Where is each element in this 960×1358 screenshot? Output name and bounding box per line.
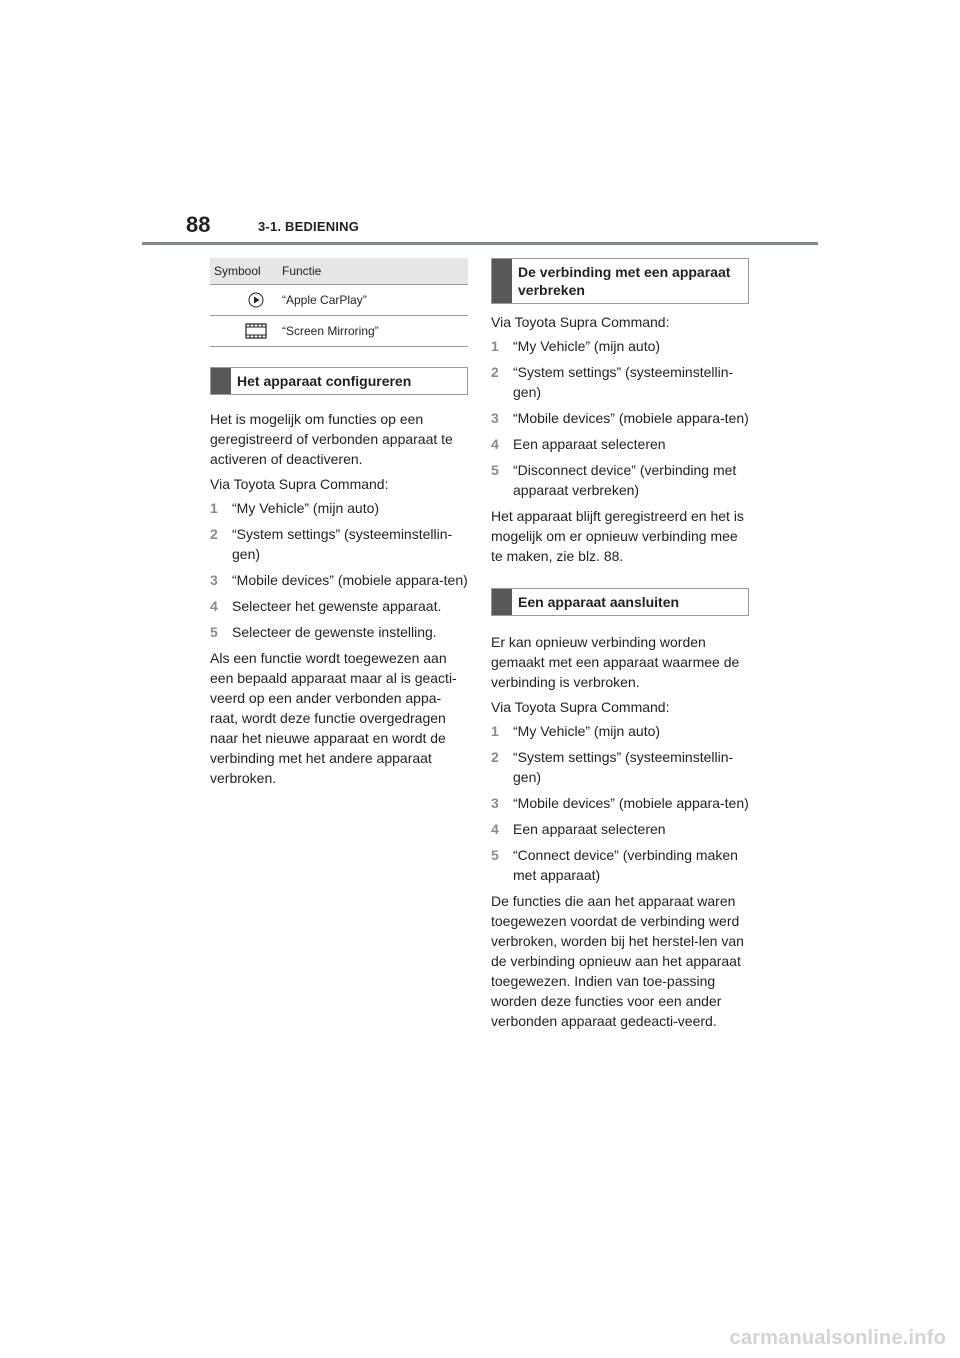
step-text: “My Vehicle” (mijn auto) (513, 723, 661, 739)
table-row (210, 316, 468, 347)
list-item (491, 793, 749, 813)
function-cell: “Screen Mirroring” (282, 316, 468, 347)
list-item (210, 622, 468, 642)
list-item (491, 434, 749, 454)
function-cell: “Apple CarPlay” (282, 285, 468, 316)
symbol-column-header: Symbool (210, 258, 282, 285)
step-number: 2 (491, 749, 499, 765)
step-number: 1 (491, 338, 499, 354)
step-text: “Connect device” (verbinding maken met apparaat) (513, 847, 738, 883)
play-circle-icon (247, 291, 265, 309)
list-item (491, 845, 749, 885)
step-number: 5 (210, 624, 218, 640)
section-title: 3-1. BEDIENING (258, 219, 360, 234)
page-number: 88 (186, 212, 211, 237)
heading-bar (211, 368, 231, 394)
list-item (491, 747, 749, 787)
step-text: “My Vehicle” (mijn auto) (232, 500, 380, 516)
step-text: Selecteer de gewenste instelling. (232, 624, 437, 640)
symbol-cell (210, 285, 282, 316)
step-text: “System settings” (systeeminstellin-gen) (513, 364, 734, 400)
watermark: carmanualsonline.info (729, 1327, 946, 1349)
left-column (210, 258, 468, 788)
step-text: “System settings” (systeeminstellin-gen) (513, 749, 734, 785)
heading-text: Een apparaat aansluiten (518, 594, 680, 610)
disconnect-steps (491, 336, 749, 500)
configure-steps (210, 498, 468, 642)
step-text: “Mobile devices” (mobiele appara-ten) (513, 410, 749, 426)
step-number: 5 (491, 847, 499, 863)
step-number: 1 (491, 723, 499, 739)
list-item (491, 460, 749, 500)
list-item (210, 524, 468, 564)
step-number: 2 (491, 364, 499, 380)
heading-bar (492, 259, 512, 303)
heading-text: De verbinding met een apparaat verbreken (518, 264, 731, 298)
step-number: 2 (210, 526, 218, 542)
heading-bar (492, 589, 512, 615)
heading-text: Het apparaat configureren (237, 373, 412, 389)
connect-via: Via Toyota Supra Command: (491, 699, 670, 715)
right-column (491, 258, 749, 1031)
step-text: Een apparaat selecteren (513, 436, 666, 452)
step-number: 1 (210, 500, 218, 516)
list-item (491, 336, 749, 356)
heading-connect-device (491, 588, 749, 616)
step-number: 4 (491, 821, 499, 837)
list-item (210, 596, 468, 616)
list-item (491, 408, 749, 428)
step-number: 3 (491, 795, 499, 811)
step-text: “Mobile devices” (mobiele appara-ten) (513, 795, 749, 811)
list-item (491, 819, 749, 839)
connect-intro: Er kan opnieuw verbinding worden gemaakt met een apparaat waarmee de verbinding is verbroken. (491, 634, 740, 690)
step-text: “My Vehicle” (mijn auto) (513, 338, 661, 354)
list-item (210, 498, 468, 518)
connect-steps (491, 721, 749, 885)
heading-disconnect-device (491, 258, 749, 304)
table-row (210, 285, 468, 316)
header-rule (142, 242, 818, 245)
step-number: 4 (491, 436, 499, 452)
step-number: 5 (491, 462, 499, 478)
step-text: Een apparaat selecteren (513, 821, 666, 837)
step-number: 3 (210, 572, 218, 588)
list-item (491, 721, 749, 741)
step-text: “Disconnect device” (verbinding met apparaat verbreken) (513, 462, 737, 498)
disconnect-via: Via Toyota Supra Command: (491, 314, 670, 330)
symbol-cell (210, 316, 282, 347)
heading-configure-device (210, 367, 468, 395)
step-text: “Mobile devices” (mobiele appara-ten) (232, 572, 468, 588)
symbol-table (210, 258, 468, 347)
connect-outro: De functies die aan het apparaat waren toegewezen voordat de verbinding werd verbroken, worden bij het herstel-len van de verbinding opnieuw aan het apparaat toegewezen. Indien van toe-passing worden deze functies voor een ander verbonden apparaat gedeacti-veerd. (491, 893, 744, 1029)
function-column-header: Functie (282, 258, 468, 285)
disconnect-after: Het apparaat blijft geregistreerd en het is mogelijk om er opnieuw verbinding mee te maken, zie blz. 88. (491, 508, 744, 564)
list-item (210, 570, 468, 590)
list-item (491, 362, 749, 402)
step-text: Selecteer het gewenste apparaat. (232, 598, 442, 614)
configure-intro: Het is mogelijk om functies op een geregistreerd of verbonden apparaat te activeren of deactiveren. (210, 411, 453, 467)
step-number: 4 (210, 598, 218, 614)
film-strip-icon (245, 323, 267, 339)
configure-outro: Als een functie wordt toegewezen aan een bepaald apparaat maar al is geacti-veerd op een ander verbonden appa-raat, wordt deze functie overgedragen naar het nieuwe apparaat en wordt de verbinding met het andere apparaat verbroken. (210, 650, 457, 786)
configure-via: Via Toyota Supra Command: (210, 476, 389, 492)
step-text: “System settings” (systeeminstellin-gen) (232, 526, 453, 562)
step-number: 3 (491, 410, 499, 426)
